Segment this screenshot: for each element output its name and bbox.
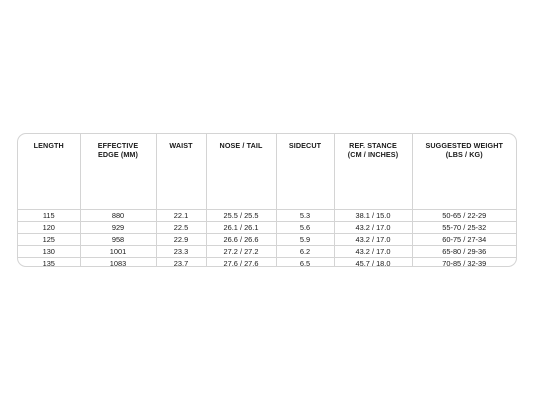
header-sidecut-line-1: SIDECUT [288, 141, 322, 150]
table-row [18, 221, 516, 233]
header-length [18, 134, 80, 209]
header-effective-edge [80, 134, 156, 209]
table-row [18, 257, 516, 267]
cell-suggested-weight: 60-75 / 27-34 [412, 233, 516, 245]
header-ref-stance [334, 134, 412, 209]
cell-effective-edge: 1001 [80, 245, 156, 257]
table-row [18, 233, 516, 245]
header-suggested-weight [412, 134, 516, 209]
cell-nose-tail: 26.6 / 26.6 [206, 233, 276, 245]
cell-sidecut: 5.9 [276, 233, 334, 245]
cell-effective-edge: 929 [80, 221, 156, 233]
cell-sidecut: 5.6 [276, 221, 334, 233]
cell-sidecut: 6.5 [276, 257, 334, 267]
table-row [18, 209, 516, 221]
header-nose-tail [206, 134, 276, 209]
cell-ref-stance: 43.2 / 17.0 [334, 245, 412, 257]
header-waist-line-1: WAIST [169, 141, 193, 150]
header-effective-edge-line-1: EFFECTIVE [97, 141, 139, 150]
cell-suggested-weight: 50-65 / 22-29 [412, 209, 516, 221]
cell-effective-edge: 1083 [80, 257, 156, 267]
spec-table [18, 134, 516, 267]
cell-nose-tail: 26.1 / 26.1 [206, 221, 276, 233]
cell-ref-stance: 38.1 / 15.0 [334, 209, 412, 221]
cell-suggested-weight: 65-80 / 29-36 [412, 245, 516, 257]
cell-nose-tail: 27.6 / 27.6 [206, 257, 276, 267]
header-sidecut [276, 134, 334, 209]
cell-effective-edge: 958 [80, 233, 156, 245]
header-ref-stance-line-1: REF. STANCE [349, 141, 397, 150]
cell-waist: 22.1 [156, 209, 206, 221]
cell-waist: 23.3 [156, 245, 206, 257]
cell-waist: 22.9 [156, 233, 206, 245]
header-nose-tail-line-1: NOSE / TAIL [219, 141, 263, 150]
table-row [18, 245, 516, 257]
cell-nose-tail: 27.2 / 27.2 [206, 245, 276, 257]
cell-effective-edge: 880 [80, 209, 156, 221]
cell-length: 120 [18, 221, 80, 233]
cell-suggested-weight: 55-70 / 25-32 [412, 221, 516, 233]
header-effective-edge-line-2: EDGE (MM) [97, 149, 139, 159]
cell-length: 135 [18, 257, 80, 267]
header-suggested-weight-line-2: (LBS / KG) [445, 149, 483, 159]
cell-length: 115 [18, 209, 80, 221]
cell-sidecut: 5.3 [276, 209, 334, 221]
header-row [18, 134, 516, 209]
cell-ref-stance: 43.2 / 17.0 [334, 221, 412, 233]
cell-waist: 23.7 [156, 257, 206, 267]
cell-waist: 22.5 [156, 221, 206, 233]
header-length-line-1: LENGTH [33, 141, 64, 150]
cell-sidecut: 6.2 [276, 245, 334, 257]
cell-suggested-weight: 70-85 / 32-39 [412, 257, 516, 267]
cell-nose-tail: 25.5 / 25.5 [206, 209, 276, 221]
cell-length: 125 [18, 233, 80, 245]
spec-table-card [17, 133, 517, 267]
header-suggested-weight-line-1: SUGGESTED WEIGHT [425, 141, 503, 150]
cell-length: 130 [18, 245, 80, 257]
cell-ref-stance: 43.2 / 17.0 [334, 233, 412, 245]
header-waist [156, 134, 206, 209]
header-ref-stance-line-2: (CM / INCHES) [347, 149, 399, 159]
cell-ref-stance: 45.7 / 18.0 [334, 257, 412, 267]
